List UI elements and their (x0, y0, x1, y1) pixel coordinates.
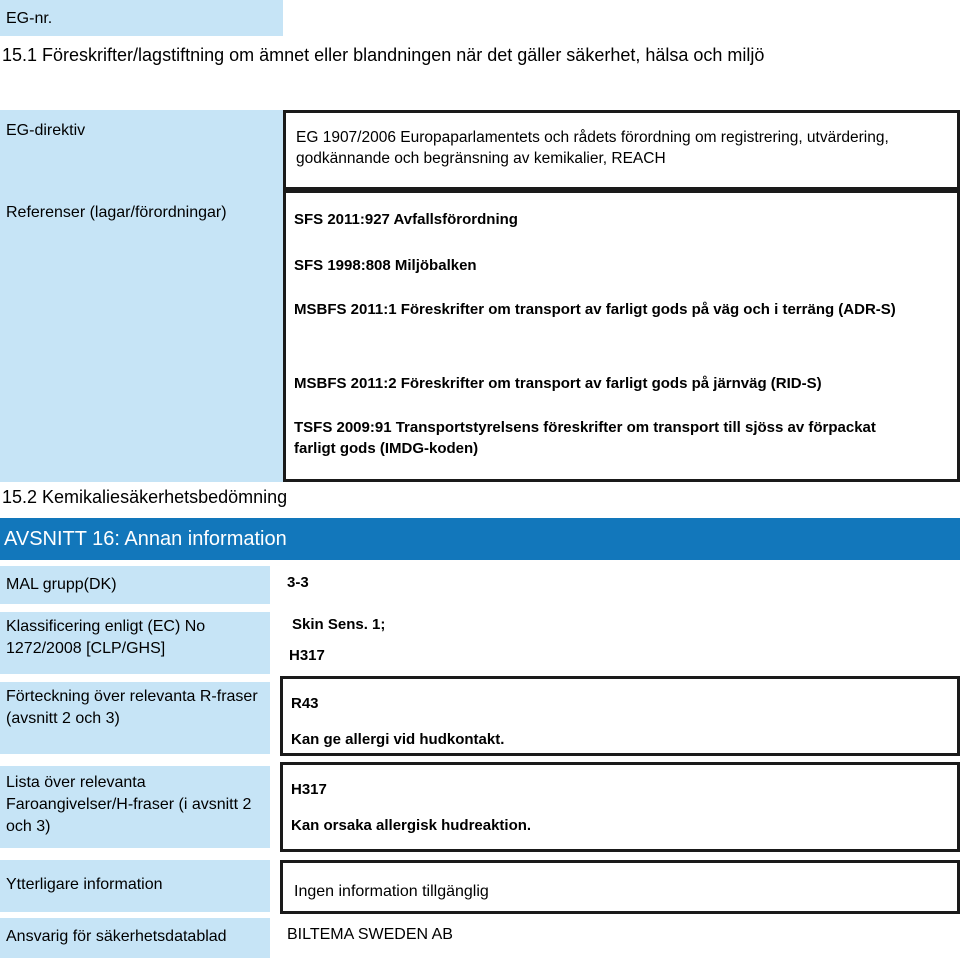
responsible-label (0, 918, 270, 958)
section-15-1-title: 15.1 Föreskrifter/lagstiftning om ämnet eller blandningen när det gäller säkerhet, hälsa och miljö (2, 45, 765, 65)
reference-item: MSBFS 2011:2 Föreskrifter om transport av farligt gods på järnväg (RID-S) (294, 375, 822, 392)
further-info-label-text: Ytterligare information (6, 876, 163, 893)
mal-group-label-text: MAL grupp(DK) (6, 576, 117, 593)
r-phrases-label-text: Förteckning över relevanta R-fraser (avsnitt 2 och 3) (6, 688, 258, 727)
h-phrase-code: H317 (291, 781, 327, 798)
references-label-text: Referenser (lagar/förordningar) (6, 204, 227, 221)
eg-directive-text: EG 1907/2006 Europaparlamentets och rådets förordning om registrering, utvärdering, godkännande och begränsning av kemikalier, REACH (296, 129, 889, 167)
responsible-label-text: Ansvarig för säkerhetsdatablad (6, 928, 227, 945)
reference-item: SFS 1998:808 Miljöbalken (294, 257, 477, 274)
classification-value-1: Skin Sens. 1; (292, 616, 386, 633)
h-phrase-text: Kan orsaka allergisk hudreaktion. (291, 817, 532, 834)
classification-label-text: Klassificering enligt (EC) No 1272/2008 [CLP/GHS] (6, 618, 206, 657)
eg-nr-text: EG-nr. (6, 10, 53, 27)
h-phrases-label-text: Lista över relevanta Faroangivelser/H-fraser (i avsnitt 2 och 3) (6, 774, 252, 835)
references-label (0, 190, 283, 482)
eg-nr-label (0, 0, 283, 36)
r-phrase-text: Kan ge allergi vid hudkontakt. (291, 731, 505, 748)
section-15-2-title: 15.2 Kemikaliesäkerhetsbedömning (2, 487, 288, 507)
further-info-label (0, 860, 270, 912)
eg-directive-label (0, 110, 283, 190)
h-phrases-label (0, 766, 270, 848)
r-phrases-box (280, 676, 960, 756)
eg-directive-value (283, 110, 960, 190)
h-phrases-box (280, 762, 960, 852)
further-info-box (280, 860, 960, 914)
classification-value-2: H317 (289, 647, 325, 664)
eg-directive-label-text: EG-direktiv (6, 122, 86, 139)
reference-item: TSFS 2009:91 Transportstyrelsens föreskrifter om transport till sjöss av förpackat farligt gods (IMDG-koden) (294, 419, 876, 457)
mal-group-label (0, 566, 270, 604)
section-16-title: AVSNITT 16: Annan information (4, 528, 287, 550)
responsible-value: BILTEMA SWEDEN AB (287, 926, 453, 943)
references-box (283, 190, 960, 482)
reference-item: SFS 2011:927 Avfallsförordning (294, 211, 518, 228)
classification-value (280, 607, 960, 677)
classification-label (0, 612, 270, 674)
r-phrase-code: R43 (291, 695, 319, 712)
r-phrases-label (0, 682, 270, 754)
mal-group-value: 3-3 (287, 574, 309, 591)
section-16-banner (0, 518, 960, 560)
further-info-value: Ingen information tillgänglig (294, 883, 489, 900)
reference-item: MSBFS 2011:1 Föreskrifter om transport av farligt gods på väg och i terräng (ADR-S) (294, 301, 896, 318)
